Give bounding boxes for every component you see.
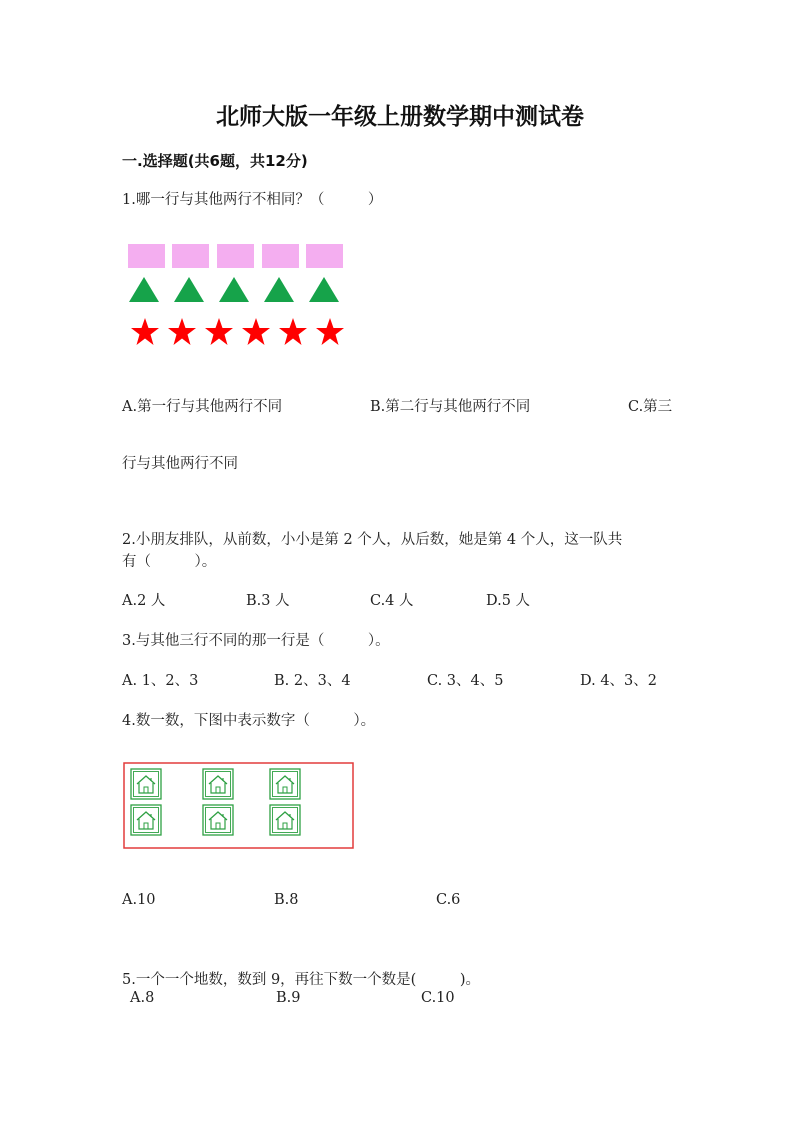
- red-star: [242, 318, 270, 345]
- question-1-option-a[interactable]: A.第一行与其他两行不同: [122, 399, 283, 415]
- question-2-option-a[interactable]: A.2 人: [122, 593, 166, 609]
- question-3-option-b[interactable]: B. 2、3、4: [274, 673, 351, 689]
- star-row: [131, 318, 344, 345]
- red-star: [168, 318, 196, 345]
- question-1-option-b[interactable]: B.第二行与其他两行不同: [370, 399, 531, 415]
- pink-rectangle: [172, 244, 209, 268]
- red-star: [131, 318, 159, 345]
- question-2-option-b[interactable]: B.3 人: [246, 593, 290, 609]
- page-title: 北师大版一年级上册数学期中测试卷: [216, 104, 584, 130]
- rectangle-row: [128, 244, 343, 268]
- question-2-option-c[interactable]: C.4 人: [370, 593, 414, 609]
- question-1-option-c[interactable]: C.第三: [628, 399, 673, 415]
- red-star: [205, 318, 233, 345]
- red-star: [316, 318, 344, 345]
- house-icon: [270, 769, 300, 799]
- question-2-stem-line1: 2.小朋友排队，从前数，小小是第 2 个人，从后数，她是第 4 个人，这一队共: [122, 532, 623, 548]
- pink-rectangle: [217, 244, 254, 268]
- section-heading: 一.选择题(共6题，共12分): [122, 152, 308, 170]
- question-5-option-a[interactable]: A.8: [130, 990, 155, 1006]
- pink-rectangle: [306, 244, 343, 268]
- question-4-option-b[interactable]: B.8: [274, 892, 299, 908]
- house-icon: [270, 805, 300, 835]
- question-3-option-a[interactable]: A. 1、2、3: [122, 673, 199, 689]
- question-2-stem-line2: 有（ ）。: [122, 554, 217, 570]
- house-icon: [131, 805, 161, 835]
- house-icon: [203, 769, 233, 799]
- green-triangle: [219, 277, 249, 302]
- pink-rectangle: [262, 244, 299, 268]
- question-5-option-b[interactable]: B.9: [276, 990, 301, 1006]
- question-3-stem: 3.与其他三行不同的那一行是（ ）。: [122, 633, 390, 649]
- green-triangle: [129, 277, 159, 302]
- green-triangle: [309, 277, 339, 302]
- question-4-stem: 4.数一数，下图中表示数字（ ）。: [122, 713, 376, 729]
- question-3-option-c[interactable]: C. 3、4、5: [427, 673, 504, 689]
- question-4-option-c[interactable]: C.6: [436, 892, 461, 908]
- question-3-option-d[interactable]: D. 4、3、2: [580, 673, 658, 689]
- question-1-stem: 1.哪一行与其他两行不相同？（ ）: [122, 192, 383, 208]
- red-star: [279, 318, 307, 345]
- pink-rectangle: [128, 244, 165, 268]
- question-5-option-c[interactable]: C.10: [421, 990, 455, 1006]
- green-triangle: [264, 277, 294, 302]
- green-triangle: [174, 277, 204, 302]
- house-icon: [131, 769, 161, 799]
- question-5-stem: 5.一个一个地数，数到 9，再往下数一个数是( )。: [122, 972, 480, 988]
- house-icon: [203, 805, 233, 835]
- question-1-figure: [120, 235, 360, 360]
- question-4-option-a[interactable]: A.10: [122, 892, 156, 908]
- triangle-row: [129, 277, 339, 302]
- question-2-option-d[interactable]: D.5 人: [486, 593, 531, 609]
- question-1-option-c-continued: 行与其他两行不同: [122, 456, 238, 472]
- question-4-figure: [123, 762, 355, 850]
